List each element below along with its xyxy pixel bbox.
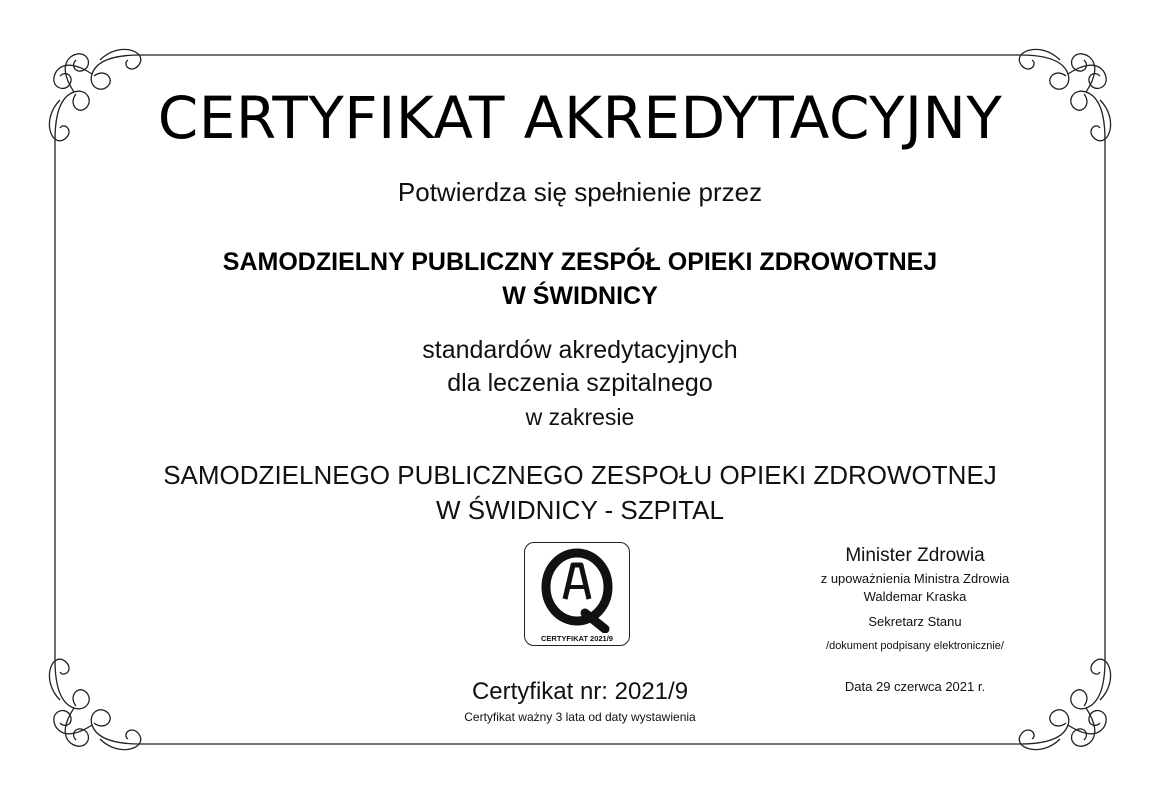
logo-caption: CERTYFIKAT 2021/9 <box>541 634 613 643</box>
standards-text-line2: dla leczenia szpitalnego <box>447 369 713 397</box>
issue-date: Data 29 czerwca 2021 r. <box>844 679 986 694</box>
signature-note: /dokument podpisany elektronicznie/ <box>826 640 1004 652</box>
scope-line2: W ŚWIDNICY - SZPITAL <box>436 495 724 525</box>
qa-quality-icon <box>525 543 629 633</box>
scope-line1: SAMODZIELNEGO PUBLICZNEGO ZESPOŁU OPIEKI ZDROWOTNEJ <box>163 460 997 490</box>
standards-text-line3: w zakresie <box>525 404 635 430</box>
standards-text-line1: standardów akredytacyjnych <box>422 336 738 364</box>
intro-text: Potwierdza się spełnienie przez <box>397 177 763 207</box>
organization-name-line2: W ŚWIDNICY <box>502 282 658 310</box>
signatory-authorization: z upoważnienia Ministra Zdrowia <box>820 571 1010 586</box>
signatory-position: Sekretarz Stanu <box>868 614 962 629</box>
signatory-role: Minister Zdrowia <box>845 545 985 566</box>
certificate-title: CERTYFIKAT AKREDYTACYJNY <box>157 84 1003 152</box>
validity-note: Certyfikat ważny 3 lata od daty wystawienia <box>464 710 696 724</box>
signatory-name: Waldemar Kraska <box>863 589 967 604</box>
accreditation-logo <box>524 542 630 646</box>
certificate-number: Certyfikat nr: 2021/9 <box>471 678 689 705</box>
organization-name-line1: SAMODZIELNY PUBLICZNY ZESPÓŁ OPIEKI ZDROWOTNEJ <box>222 248 938 276</box>
